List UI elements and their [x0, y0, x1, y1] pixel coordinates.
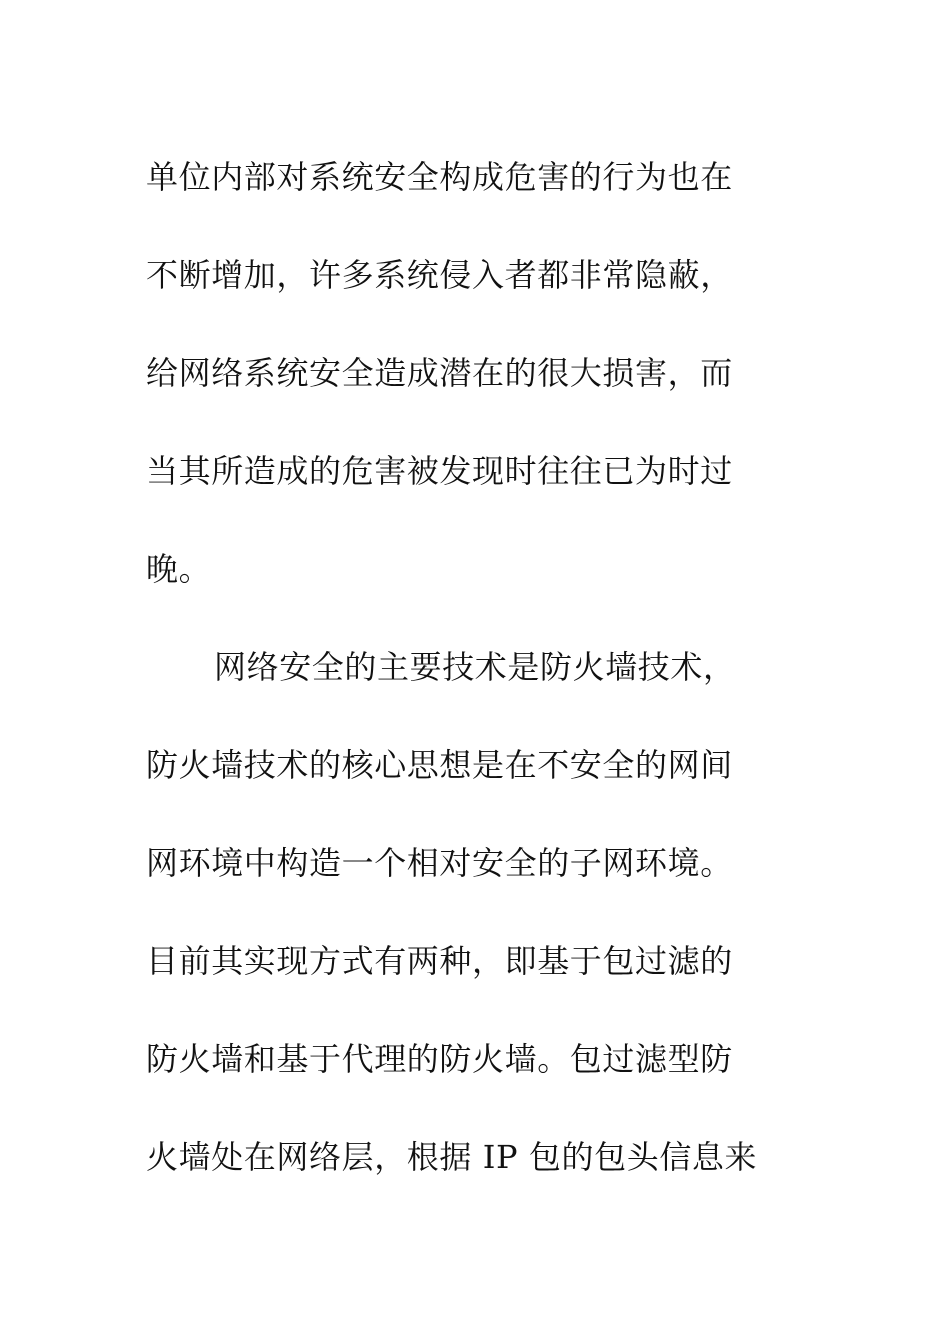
text-line: 网环境中构造一个相对安全的子网环境。 — [146, 844, 733, 882]
body-text — [146, 128, 806, 1206]
text-line: 给网络系统安全造成潜在的很大损害，而 — [146, 354, 733, 392]
text-line: 单位内部对系统安全构成危害的行为也在 — [146, 158, 733, 196]
text-line: 防火墙技术的核心思想是在不安全的网间 — [146, 746, 733, 784]
text-line: 火墙处在网络层，根据 IP 包的包头信息来 — [146, 1138, 758, 1176]
text-line: 当其所造成的危害被发现时往往已为时过 — [146, 452, 733, 490]
text-line: 目前其实现方式有两种，即基于包过滤的 — [146, 942, 733, 980]
text-line: 防火墙和基于代理的防火墙。包过滤型防 — [146, 1040, 733, 1078]
text-line: 晚。 — [146, 550, 212, 588]
paragraph-start-line: 网络安全的主要技术是防火墙技术， — [214, 648, 736, 686]
text-line: 不断增加，许多系统侵入者都非常隐蔽， — [146, 256, 733, 294]
